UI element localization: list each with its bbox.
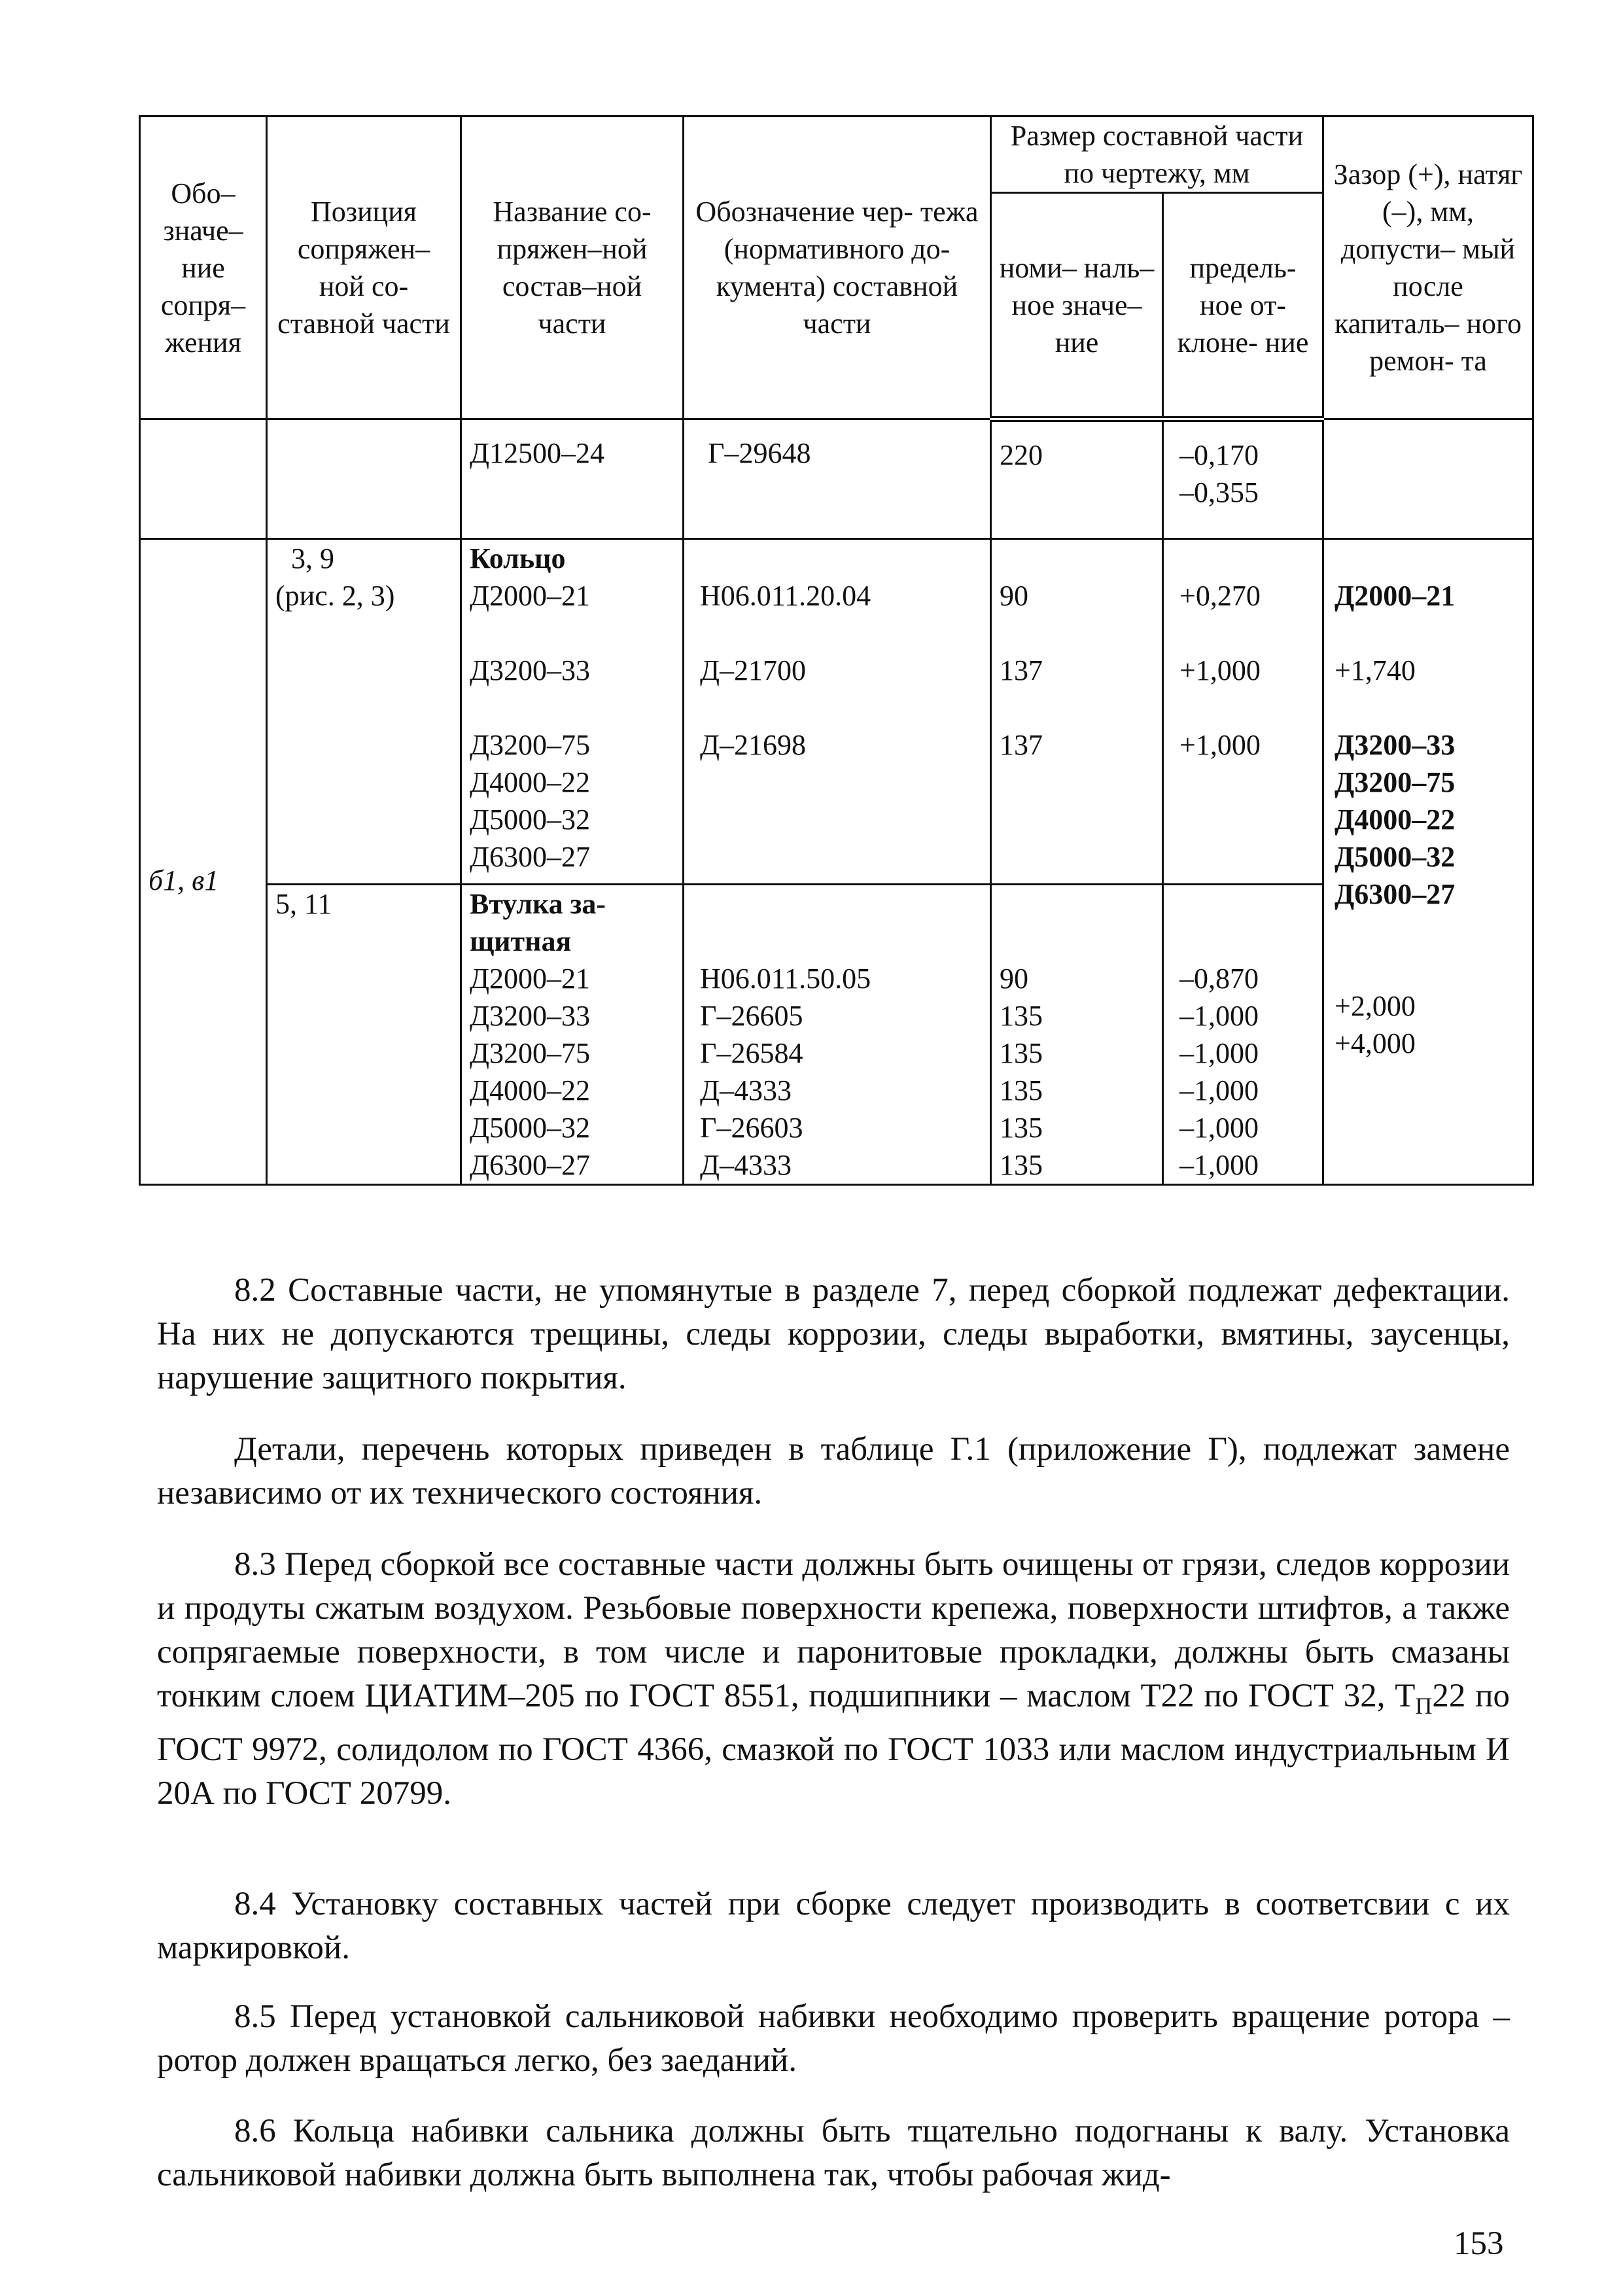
drawing-number: Г–26603 <box>700 1112 803 1144</box>
drawing-number: Н06.011.20.04 <box>700 580 871 612</box>
deviation-value: +0,270 <box>1179 580 1261 612</box>
nominal-value: 220 <box>1000 439 1043 471</box>
part-name: Д3200–75 <box>470 1037 591 1069</box>
nominal-value: 90 <box>1000 580 1028 612</box>
header-clearance: Зазор (+), натяг (–), мм, допусти– мый после капиталь– ного ремон- та <box>1323 116 1533 419</box>
table-cell <box>991 539 1163 885</box>
nominal-value: 135 <box>1000 1037 1043 1069</box>
table-cell <box>1163 885 1323 1185</box>
deviation-value: –1,000 <box>1179 1000 1259 1032</box>
table-cell <box>461 539 684 885</box>
paragraph-8-3-text-cont: 22 по ГОСТ 9972, солидолом по ГОСТ 4366, смазкой по ГОСТ 1033 или маслом индустриальным И 20А по ГОСТ 20799. <box>157 1678 1510 1812</box>
part-name: Д4000–22 <box>470 1074 591 1106</box>
table-row-d12500 <box>140 419 1533 539</box>
deviation-value: –0,870 <box>1179 963 1259 995</box>
part-name: Д5000–32 <box>470 1112 591 1144</box>
clearance-value: +2,000 <box>1335 990 1416 1022</box>
clearance-part-name: Д3200–75 <box>1335 766 1456 798</box>
deviation-value: –1,000 <box>1179 1149 1259 1181</box>
part-name: Д6300–27 <box>470 841 591 873</box>
header-size-group: Размер составной части по чертежу, мм <box>991 116 1323 193</box>
table-cell <box>684 419 991 539</box>
part-name: Д3200–75 <box>470 729 591 761</box>
position-number: 3, 9 <box>291 542 334 574</box>
table-cell <box>991 885 1163 1185</box>
table-cell <box>1163 419 1323 539</box>
part-name: Д5000–32 <box>470 804 591 836</box>
table-cell <box>684 885 991 1185</box>
paragraph-8-3 <box>157 1543 1510 1816</box>
table-cell <box>267 419 461 539</box>
part-name: Д3200–33 <box>470 654 591 686</box>
part-name: Д2000–21 <box>470 580 591 612</box>
drawing-number: Н06.011.50.05 <box>700 963 871 995</box>
header-deviation: предель- ное от- клоне- ние <box>1163 193 1323 419</box>
header-part-name: Название со- пряжен–ной состав–ной части <box>461 116 684 419</box>
paragraph-parts-replacement: Детали, перечень которых приведен в таблице Г.1 (приложение Г), подлежат замене независимо от их технического состояния. <box>157 1431 1510 1511</box>
position-number: 5, 11 <box>275 888 332 920</box>
table-cell <box>1323 539 1533 1185</box>
table-cell <box>140 539 267 1185</box>
page-number: 153 <box>1454 2225 1504 2262</box>
deviation-value: +1,000 <box>1179 729 1261 761</box>
table-row-ring <box>140 539 1533 885</box>
header-nominal: номи– наль–ное значе– ние <box>991 193 1163 419</box>
position-figure-ref: (рис. 2, 3) <box>275 580 395 612</box>
table-cell <box>267 885 461 1185</box>
paragraph-8-3-text: 8.3 Перед сборкой все составные части должны быть очищены от грязи, следов коррозии и продуты сжатым воздухом. Резьбовые поверхности крепежа, поверхности штифтов, а также сопрягаемые поверхности, в том числе и паронитовые прокладки, должны быть смазаны тонким слоем ЦИАТИМ–205 по ГОСТ 8551, подшипники – маслом Т22 по ГОСТ 32, Т <box>157 1546 1510 1714</box>
nominal-value: 137 <box>1000 729 1043 761</box>
part-heading: Кольцо <box>470 542 566 574</box>
deviation-value: –1,000 <box>1179 1112 1259 1144</box>
clearance-value: +4,000 <box>1335 1027 1416 1059</box>
part-name: Д3200–33 <box>470 1000 591 1032</box>
drawing-number: Д–4333 <box>700 1149 792 1181</box>
table-cell <box>461 419 684 539</box>
nominal-value: 135 <box>1000 1149 1043 1181</box>
nominal-value: 137 <box>1000 654 1043 686</box>
drawing-number: Д–21700 <box>700 654 807 686</box>
part-name: Д12500–24 <box>470 437 605 469</box>
table-cell <box>1163 539 1323 885</box>
clearance-part-name: Д2000–21 <box>1335 580 1456 612</box>
deviation-value: –0,170 <box>1179 439 1259 471</box>
paragraph-8-5: 8.5 Перед установкой сальниковой набивки необходимо проверить вращение ротора – ротор должен вращаться легко, без заеданий. <box>157 1998 1510 2079</box>
paragraph-8-6: 8.6 Кольца набивки сальника должны быть тщательно подогнаны к валу. Установка сальниковой набивки должна быть выполнена так, чтобы рабочая жид- <box>157 2113 1510 2193</box>
table-cell <box>1323 419 1533 539</box>
nominal-value: 135 <box>1000 1074 1043 1106</box>
part-name: Д2000–21 <box>470 963 591 995</box>
clearance-part-name: Д4000–22 <box>1335 804 1456 836</box>
table-cell <box>140 419 267 539</box>
clearance-value: +1,740 <box>1335 654 1416 686</box>
deviation-value: –1,000 <box>1179 1037 1259 1069</box>
spec-table <box>139 115 1534 1186</box>
drawing-number: Г–26584 <box>700 1037 803 1069</box>
header-drawing-number: Обозначение чер- тежа (нормативного до- кумента) составной части <box>684 116 991 419</box>
drawing-number: Д–4333 <box>700 1074 792 1106</box>
deviation-value: –0,355 <box>1179 476 1259 508</box>
nominal-value: 90 <box>1000 963 1028 995</box>
clearance-part-name: Д3200–33 <box>1335 729 1456 761</box>
drawing-number: Г–29648 <box>708 437 811 469</box>
table-cell <box>684 539 991 885</box>
drawing-number: Г–26605 <box>700 1000 803 1032</box>
subscript-p: П <box>1415 1693 1433 1720</box>
deviation-value: +1,000 <box>1179 654 1261 686</box>
table-cell <box>267 539 461 885</box>
clearance-part-name: Д5000–32 <box>1335 841 1456 873</box>
nominal-value: 135 <box>1000 1000 1043 1032</box>
nominal-value: 135 <box>1000 1112 1043 1144</box>
part-heading: Втулка за- <box>470 888 606 920</box>
paragraph-8-4: 8.4 Установку составных частей при сборке следует производить в соответсвии с их маркировкой. <box>157 1886 1510 1966</box>
mate-designation: б1, в1 <box>148 864 219 896</box>
header-mate-designation: Обо– значе– ние сопря– жения <box>140 116 267 419</box>
part-name: Д4000–22 <box>470 766 591 798</box>
clearance-part-name: Д6300–27 <box>1335 878 1456 910</box>
header-position: Позиция сопряжен– ной со- ставной части <box>267 116 461 419</box>
header-row-1 <box>140 116 1533 193</box>
drawing-number: Д–21698 <box>700 729 807 761</box>
table-cell <box>461 885 684 1185</box>
deviation-value: –1,000 <box>1179 1074 1259 1106</box>
part-heading: щитная <box>470 925 572 957</box>
part-name: Д6300–27 <box>470 1149 591 1181</box>
table-cell <box>991 419 1163 539</box>
paragraph-8-2: 8.2 Составные части, не упомянутые в разделе 7, перед сборкой подлежат дефектации. На них не допускаются трещины, следы коррозии, следы выработки, вмятины, заусенцы, нарушение защитного покрытия. <box>157 1272 1510 1396</box>
